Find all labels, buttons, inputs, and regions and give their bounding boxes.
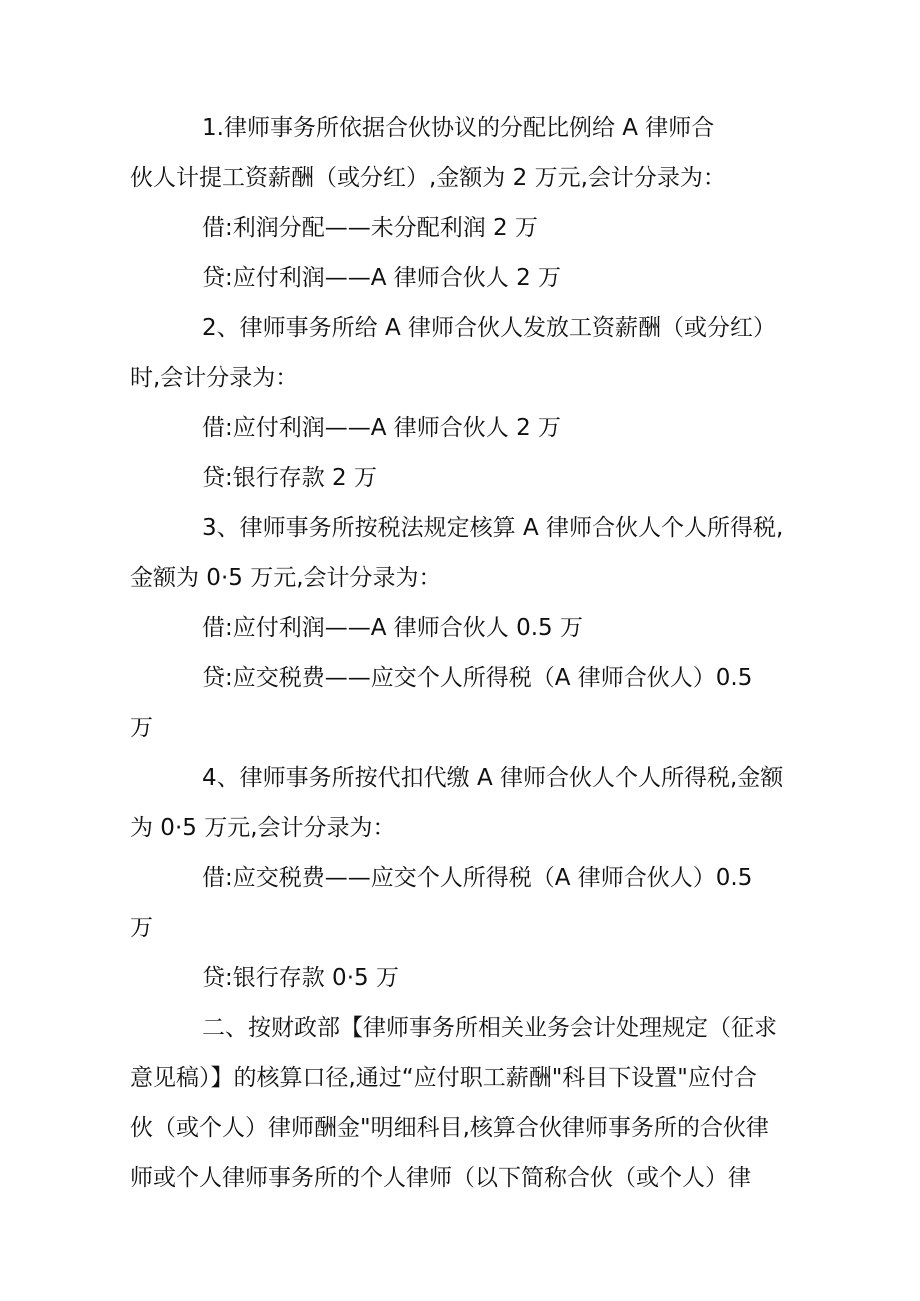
entry-line-8: 贷:银行存款 2 万 — [202, 465, 378, 491]
entry-line-17: 万 — [130, 915, 153, 941]
paragraph-line-2: 伙人计提工资薪酬（或分红）,金额为 2 万元,会计分录为： — [130, 165, 726, 191]
entry-line-3: 借:利润分配——未分配利润 2 万 — [202, 215, 539, 241]
entry-line-13: 万 — [130, 715, 153, 741]
paragraph-line-21: 伙（或个人）律师酬金"明细科目,核算合伙律师事务所的合伙律 — [130, 1115, 769, 1141]
entry-line-4: 贷:应付利润——A 律师合伙人 2 万 — [202, 265, 562, 291]
paragraph-line-20: 意见稿）】的核算口径,通过“应付职工薪酬"科目下设置"应付合 — [130, 1065, 757, 1091]
paragraph-line-19: 二、按财政部【律师事务所相关业务会计处理规定（征求 — [202, 1015, 777, 1041]
entry-line-12: 贷:应交税费——应交个人所得税（A 律师合伙人）0.5 — [202, 665, 753, 691]
paragraph-line-15: 为 0·5 万元,会计分录为： — [130, 815, 396, 841]
paragraph-line-6: 时,会计分录为： — [130, 365, 299, 391]
entry-line-18: 贷:银行存款 0·5 万 — [202, 965, 399, 991]
entry-line-16: 借:应交税费——应交个人所得税（A 律师合伙人）0.5 — [202, 865, 753, 891]
paragraph-line-1: 1.律师事务所依据合伙协议的分配比例给 A 律师合 — [202, 115, 715, 141]
paragraph-line-10: 金额为 0·5 万元,会计分录为： — [130, 565, 442, 591]
entry-line-11: 借:应付利润——A 律师合伙人 0.5 万 — [202, 615, 583, 641]
paragraph-line-9: 3、律师事务所按税法规定核算 A 律师合伙人个人所得税, — [202, 515, 784, 541]
entry-line-7: 借:应付利润——A 律师合伙人 2 万 — [202, 415, 562, 441]
paragraph-line-5: 2、律师事务所给 A 律师合伙人发放工资薪酬（或分红） — [202, 315, 776, 341]
paragraph-line-14: 4、律师事务所按代扣代缴 A 律师合伙人个人所得税,金额 — [202, 765, 784, 791]
paragraph-line-22: 师或个人律师事务所的个人律师（以下简称合伙（或个人）律 — [130, 1165, 751, 1191]
